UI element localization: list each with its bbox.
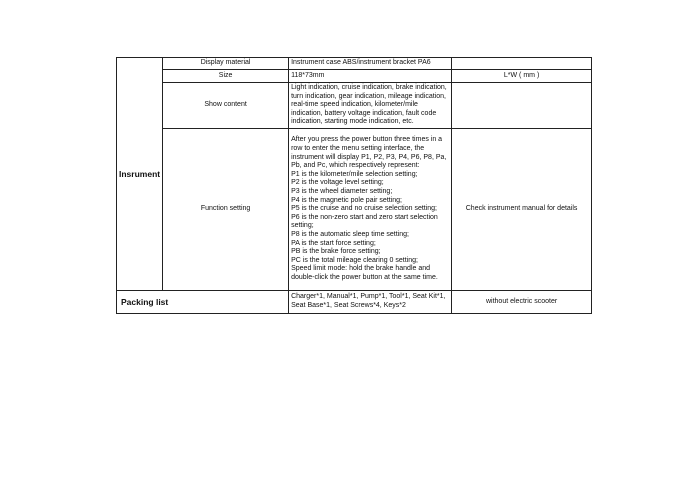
packing-list-note: without electric scooter (452, 291, 592, 314)
packing-list-label: Packing list (117, 291, 289, 314)
table-row-size (117, 70, 592, 83)
function-setting-line: setting; (291, 222, 314, 230)
show-content-line: real-time speed indication, kilometer/mile (291, 101, 418, 109)
instrument-category-cell: Insrument (117, 58, 163, 291)
function-setting-line: P4 is the magnetic pole pair setting; (291, 196, 402, 204)
show-content-value (289, 83, 452, 129)
packing-list-value (289, 291, 452, 314)
packing-list-line: Charger*1, Manual*1, Pump*1, Tool*1, Seat Kit*1, (291, 293, 446, 301)
size-note: L*W ( mm ) (452, 70, 592, 83)
table-row-display-material (117, 58, 592, 70)
function-setting-label: Function setting (163, 129, 289, 291)
spec-table (116, 57, 592, 314)
function-setting-line: P6 is the non-zero start and zero start selection (291, 213, 438, 221)
show-content-note (452, 83, 592, 129)
function-setting-line: PB is the brake force setting; (291, 248, 381, 256)
function-setting-line: Pb, and Pc, which respectively represent: (291, 162, 420, 170)
size-value: 118*73mm (289, 70, 452, 83)
function-setting-line: PA is the start force setting; (291, 239, 376, 247)
size-label: Size (163, 70, 289, 83)
table-row-packing-list (117, 291, 592, 314)
show-content-line: turn indication, gear indication, mileage indication, (291, 92, 446, 100)
show-content-label: Show content (163, 83, 289, 129)
function-setting-line: P8 is the automatic sleep time setting; (291, 230, 409, 238)
display-material-note (452, 58, 592, 70)
function-setting-note: Check instrument manual for details (452, 129, 592, 291)
show-content-line: Light indication, cruise indication, brake indication, (291, 84, 447, 92)
display-material-label: Display material (163, 58, 289, 70)
function-setting-line: P1 is the kilometer/mile selection setting; (291, 170, 418, 178)
function-setting-line: instrument will display P1, P2, P3, P4, P6, P8, Pa, (291, 153, 447, 161)
table-row-show-content (117, 83, 592, 129)
function-setting-line: row to enter the menu setting interface, the (291, 145, 425, 153)
function-setting-line: P3 is the wheel diameter setting; (291, 188, 393, 196)
function-setting-line: P5 is the cruise and no cruise selection setting; (291, 205, 438, 213)
display-material-value: Instrument case ABS/instrument bracket PA6 (289, 58, 452, 70)
function-setting-line: double-click the power button at the same time. (291, 273, 438, 281)
function-setting-line: After you press the power button three times in a (291, 136, 443, 144)
function-setting-value (289, 129, 452, 291)
show-content-line: indication, starting mode indication, etc. (291, 118, 414, 126)
function-setting-line: PC is the total mileage clearing 0 setting; (291, 256, 418, 264)
packing-list-line: Seat Base*1, Seat Screws*4, Keys*2 (291, 302, 406, 309)
function-setting-line: P2 is the voltage level setting; (291, 179, 384, 187)
function-setting-line: Speed limit mode: hold the brake handle and (291, 265, 431, 273)
table-row-function-setting (117, 129, 592, 291)
show-content-line: indication, battery voltage indication, fault code (291, 109, 437, 117)
